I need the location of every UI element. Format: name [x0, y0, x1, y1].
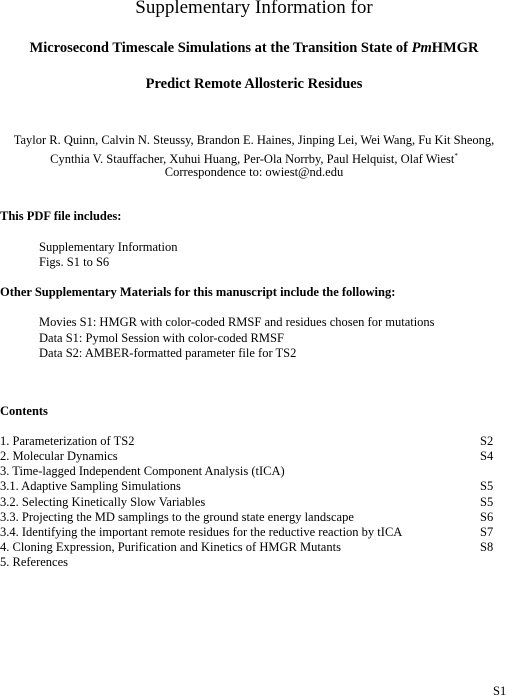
toc-entry-page: S4 [480, 449, 494, 463]
other-materials-item: Movies S1: HMGR with color-coded RMSF and residues chosen for mutations [39, 315, 435, 329]
paper-title-line1 [0, 40, 508, 57]
toc-entry-label: 4. Cloning Expression, Purification and Kinetics of HMGR Mutants [0, 540, 341, 554]
page-number: S1 [493, 684, 507, 698]
toc-entry-label: 3.4. Identifying the important remote residues for the reductive reaction by tICA [0, 525, 403, 539]
correspondence: Correspondence to: owiest@nd.edu [164, 165, 344, 179]
other-materials-item: Data S2: AMBER-formatted parameter file for TS2 [39, 346, 297, 360]
toc-entry-page: S2 [480, 434, 494, 448]
includes-item: Supplementary Information [39, 240, 178, 254]
toc-entry-label: 3.2. Selecting Kinetically Slow Variables [0, 495, 206, 509]
toc-entry-label: 5. References [0, 555, 69, 569]
toc-entry-label: 1. Parameterization of TS2 [0, 434, 135, 448]
includes-heading: This PDF file includes: [0, 209, 122, 223]
toc-entry-label: 3.3. Projecting the MD samplings to the ground state energy landscape [0, 510, 354, 524]
paper-title-line2: Predict Remote Allosteric Residues [145, 76, 363, 92]
supplement-heading: Supplementary Information for [135, 0, 373, 18]
toc-entry-page: S8 [480, 540, 494, 554]
toc-entry-page: S5 [480, 495, 494, 509]
authors-line2-text: Cynthia V. Stauffacher, Xuhui Huang, Per-Ola Norrby, Paul Helquist, Olaf Wiest [50, 152, 455, 166]
toc-entry-page: S7 [480, 525, 494, 539]
toc-entry-page: S6 [480, 510, 494, 524]
toc-entry-label: 3. Time-lagged Independent Component Analysis (tICA) [0, 464, 285, 478]
toc-entry-label: 3.1. Adaptive Sampling Simulations [0, 479, 181, 493]
paper-title-part1: Microsecond Timescale Simulations at the Transition State of [29, 40, 412, 56]
paper-title-organism: Pm [411, 40, 432, 56]
authors-line1: Taylor R. Quinn, Calvin N. Steussy, Brandon E. Haines, Jinping Lei, Wei Wang, Fu Kit Sheong, [13, 133, 495, 147]
toc-entry-label: 2. Molecular Dynamics [0, 449, 118, 463]
other-materials-heading: Other Supplementary Materials for this manuscript include the following: [0, 285, 396, 299]
contents-heading: Contents [0, 404, 48, 418]
other-materials-item: Data S1: Pymol Session with color-coded RMSF [39, 331, 284, 345]
includes-item: Figs. S1 to S6 [39, 255, 110, 269]
corresponding-author-mark: * [454, 152, 458, 160]
toc-entry-page: S5 [480, 479, 494, 493]
paper-title-part2: HMGR [431, 40, 479, 56]
